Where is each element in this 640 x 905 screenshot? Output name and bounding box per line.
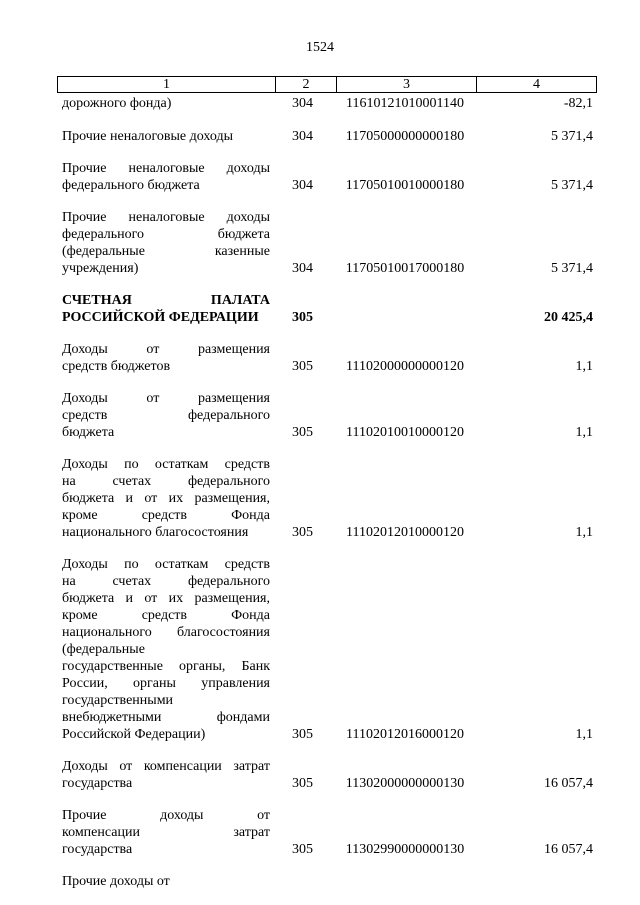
row-amount: 1,1 [575, 727, 593, 742]
row-admin-code: 304 [292, 261, 313, 276]
row-name-line: СЧЕТНАЯ ПАЛАТА [62, 293, 270, 308]
row-name-line: Доходы от размещения [62, 342, 270, 357]
row-budget-code: 11102010010000120 [346, 425, 464, 440]
row-name-line: бюджета и от их размещения, [62, 591, 270, 606]
row-name [57, 341, 270, 375]
row-name [57, 556, 270, 743]
row-name-line: Прочие доходы от [62, 808, 270, 823]
row-amount: 1,1 [575, 359, 593, 374]
row-admin-code: 305 [292, 727, 313, 742]
table-row [57, 95, 597, 112]
row-budget-code: 11102012010000120 [346, 525, 464, 540]
column-header-3: 3 [336, 77, 476, 92]
row-admin-code: 305 [292, 425, 313, 440]
row-name-line: кроме средств Фонда [62, 608, 270, 623]
row-admin-code: 304 [292, 178, 313, 193]
row-name-line: государства [62, 776, 133, 791]
row-name-line: Доходы от компенсации затрат [62, 759, 270, 774]
row-name-line: компенсации затрат [62, 825, 270, 840]
row-amount: 16 057,4 [544, 842, 593, 857]
row-name-line: (федеральные [62, 642, 145, 657]
row-budget-code: 11705010017000180 [345, 261, 465, 276]
table-row [57, 456, 597, 541]
table-body [57, 95, 597, 905]
row-name [57, 128, 270, 145]
row-budget-code: 11302000000000130 [345, 776, 465, 791]
row-name-line: бюджета и от их размещения, [62, 491, 270, 506]
row-name-line: на счетах федерального [62, 474, 270, 489]
row-admin-code: 305 [292, 525, 313, 540]
row-admin-code: 305 [292, 359, 313, 374]
row-name-line: на счетах федерального [62, 574, 270, 589]
row-name-line: Прочие неналоговые доходы [62, 129, 234, 144]
column-header-4: 4 [476, 77, 596, 92]
row-amount: 1,1 [575, 525, 593, 540]
row-admin-code: 305 [292, 310, 313, 325]
row-name-line: Прочие неналоговые доходы [62, 161, 270, 176]
row-name-line: средств федерального [62, 408, 270, 423]
table-row [57, 160, 597, 194]
row-name [57, 758, 270, 792]
row-budget-code: 11102000000000120 [346, 359, 464, 374]
row-name-line: государства [62, 842, 133, 857]
row-admin-code: 304 [292, 96, 313, 111]
table-row [57, 292, 597, 326]
row-budget-code: 11302990000000130 [345, 842, 465, 857]
row-name [57, 160, 270, 194]
table-row [57, 807, 597, 858]
row-name-line: внебюджетными фондами [62, 710, 270, 725]
row-amount: 5 371,4 [551, 129, 593, 144]
row-name-line: Доходы от размещения [62, 391, 270, 406]
row-name-line: Доходы по остаткам средств [62, 557, 270, 572]
row-name-line: Российской Федерации) [62, 727, 206, 742]
row-amount: 1,1 [575, 425, 593, 440]
row-budget-code: 11705010010000180 [345, 178, 465, 193]
row-admin-code: 305 [292, 842, 313, 857]
row-admin-code: 304 [292, 129, 313, 144]
row-admin-code: 305 [292, 776, 313, 791]
page-number: 1524 [306, 40, 334, 55]
row-name [57, 292, 270, 326]
row-amount: 16 057,4 [544, 776, 593, 791]
row-name [57, 390, 270, 441]
row-name-line: РОССИЙСКОЙ ФЕДЕРАЦИИ [62, 310, 259, 325]
row-amount: -82,1 [563, 96, 593, 111]
row-name-line: Прочие неналоговые доходы [62, 210, 270, 225]
row-name-line: Доходы по остаткам средств [62, 457, 270, 472]
table-row [57, 128, 597, 145]
table-header [57, 76, 597, 93]
table-row [57, 341, 597, 375]
table-row [57, 209, 597, 277]
column-header-2: 2 [275, 77, 336, 92]
row-name-line: средств бюджетов [62, 359, 171, 374]
row-budget-code: 11102012016000120 [346, 727, 464, 742]
row-name [57, 456, 270, 541]
row-name-line: национального благосостояния [62, 625, 270, 640]
row-name-line: федерального бюджета [62, 178, 200, 193]
table-row [57, 758, 597, 792]
row-name-line: учреждения) [62, 261, 139, 276]
row-budget-code: 11610121010001140 [346, 96, 464, 111]
row-name [57, 873, 270, 890]
row-amount: 20 425,4 [544, 310, 593, 325]
row-budget-code: 11705000000000180 [345, 129, 465, 144]
row-name-line: государственные органы, Банк [62, 659, 270, 674]
table-row [57, 390, 597, 441]
row-name-line: дорожного фонда) [62, 96, 172, 111]
column-header-1: 1 [163, 76, 170, 92]
table-row [57, 873, 597, 890]
row-amount: 5 371,4 [551, 178, 593, 193]
row-name-line: России, органы управления [62, 676, 270, 691]
row-name-line: Прочие доходы от [62, 874, 170, 889]
row-name-line: (федеральные казенные [62, 244, 270, 259]
row-name-line: федерального бюджета [62, 227, 270, 242]
row-name-line: бюджета [62, 425, 115, 440]
row-name [57, 95, 270, 112]
row-name-line: национального благосостояния [62, 525, 249, 540]
table-row [57, 556, 597, 743]
row-name-line: государственными [62, 693, 174, 708]
row-name [57, 209, 270, 277]
row-amount: 5 371,4 [551, 261, 593, 276]
row-name-line: кроме средств Фонда [62, 508, 270, 523]
row-name [57, 807, 270, 858]
